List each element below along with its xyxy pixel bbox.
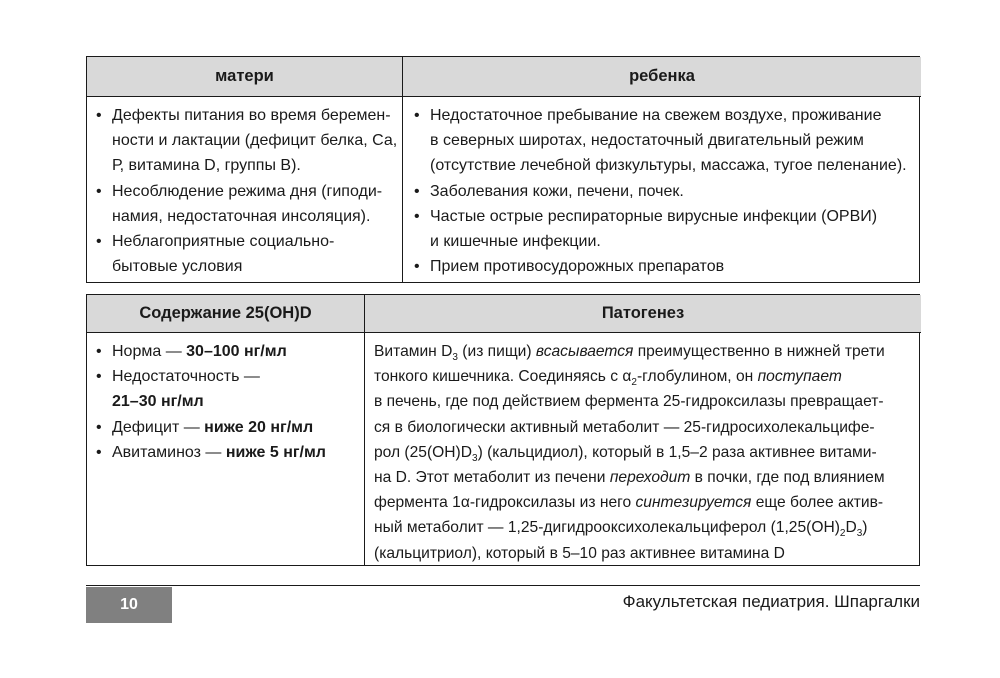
levels-list (95, 339, 354, 465)
level-item-norm (95, 339, 354, 364)
path-line-1: Витамин $D_3$ (из пищи) всасывается преимущественно в нижней трети (374, 343, 885, 363)
level-label: Норма — (112, 343, 187, 360)
mother-item-line: Р, витамина D, группы В). (112, 157, 301, 175)
child-factors-cell (403, 97, 921, 282)
mother-item-line: намия, недостаточная инсоляция). (112, 207, 371, 225)
child-item-line: • Недостаточное пребывание на свежем воздухе, проживание (430, 107, 882, 124)
pathogenesis-text (365, 333, 921, 566)
child-item-line: (отсутствие лечебной физкультуры, массажа, тугое пеленание). (430, 157, 907, 175)
mother-item (95, 103, 398, 179)
child-item (413, 204, 911, 254)
level-value: ниже 20 нг/мл (204, 418, 314, 436)
mother-factors-cell (87, 97, 403, 282)
vitamin-d-table (86, 294, 920, 566)
header-content: Содержание 25(OH)D (87, 295, 365, 333)
level-value: 30–100 нг/мл (186, 343, 287, 360)
child-item-line: • Прием противосудорожных препаратов (430, 258, 725, 276)
path-line-4: ся в биологически активный метаболит — 25-гидросихолекальцифе- (374, 418, 875, 436)
child-factors-list (413, 103, 911, 279)
child-item-line: • Заболевания кожи, печени, почек. (430, 182, 684, 200)
mother-item-line: бытовые условия (112, 258, 243, 276)
risk-factors-table (86, 56, 920, 283)
path-line-7: фермента 1α-гидроксилазы из него синтезируется еще более актив- (374, 494, 884, 512)
level-label: • Недостаточность — (112, 368, 260, 386)
child-item-line: и кишечные инфекции. (430, 233, 601, 251)
book-title: Факультетская педиатрия. Шпаргалки (622, 592, 920, 611)
level-item-deficit (95, 415, 354, 440)
child-item (413, 254, 911, 279)
child-item (413, 103, 911, 179)
level-label: Авитаминоз — (112, 443, 226, 461)
mother-item-line: • Несоблюдение режима дня (гиподи- (112, 182, 383, 200)
level-value: 21–30 нг/мл (112, 393, 204, 411)
mother-item (95, 229, 392, 279)
path-line-3: в печень, где под действием фермента 25-гидроксилазы превращает- (374, 393, 884, 411)
child-item-line: в северных широтах, недостаточный двигательный режим (430, 132, 864, 150)
level-item-avitaminosis (95, 440, 354, 465)
path-line-6: на D. Этот метаболит из печени переходит в почки, где под влиянием (374, 469, 885, 487)
child-item (413, 179, 911, 204)
child-item-line: • Частые острые респираторные вирусные инфекции (ОРВИ) (430, 207, 878, 225)
path-line-9: (кальцитриол), который в 5–10 раз активнее витамина D (374, 544, 785, 562)
level-item-insufficiency (95, 364, 354, 414)
page-number: 10 (86, 587, 172, 623)
header-child: ребенка (403, 57, 921, 97)
mother-item-line: • Неблагоприятные социально- (112, 233, 335, 251)
footer-divider (86, 585, 920, 586)
mother-factors-list (95, 103, 398, 279)
path-line-8: ный метаболит — 1,25-дигидрооксихолекальциферол $(1,25(OH)_2D_3)$ (374, 519, 868, 540)
levels-cell (87, 333, 365, 566)
path-line-2: тонкого кишечника. Соединяясь с $\alpha_2$-глобулином, он поступает (374, 368, 842, 389)
mother-item-line: • Дефекты питания во время беремен- (112, 107, 391, 124)
level-label: Дефицит — (112, 418, 205, 436)
level-value: ниже 5 нг/мл (225, 443, 326, 461)
path-line-5: рол $(25(OH)D_3)$ (кальцидиол), который в 1,5–2 раза активнее витами- (374, 443, 877, 464)
header-pathogenesis: Патогенез (365, 295, 921, 333)
mother-item-line: ности и лактации (дефицит белка, Са, (112, 132, 398, 150)
header-mother: матери (87, 57, 403, 97)
mother-item (95, 179, 392, 229)
